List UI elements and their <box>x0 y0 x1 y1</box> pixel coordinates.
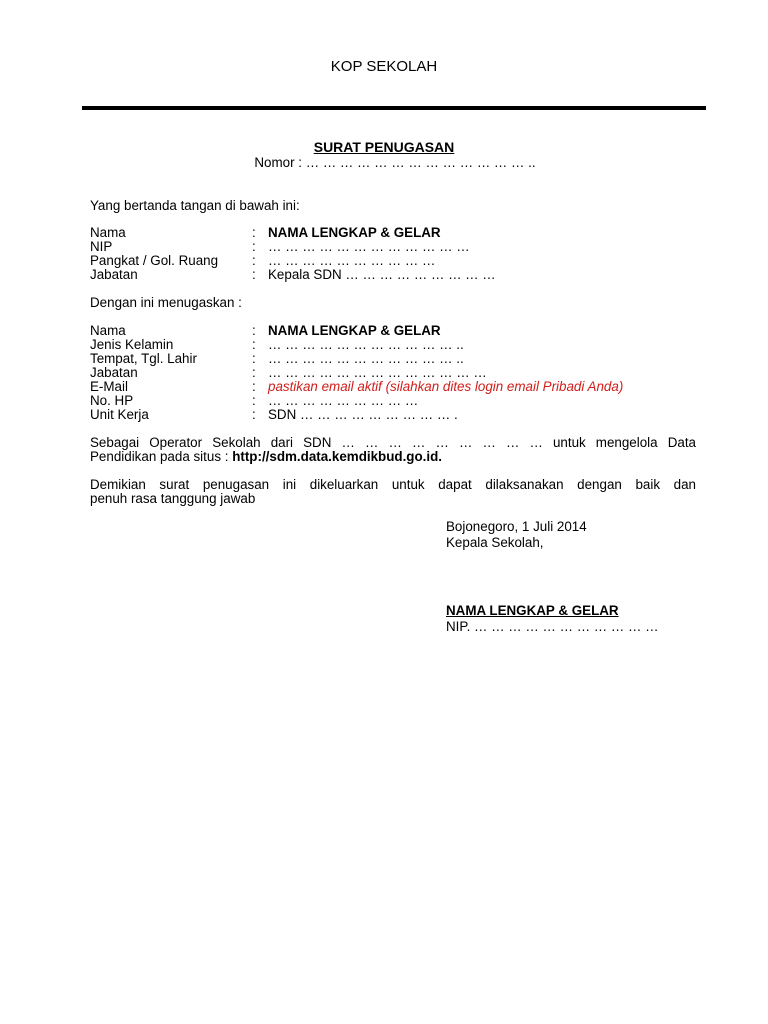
signer-row-name <box>90 226 710 240</box>
signer-row-position <box>90 268 710 282</box>
field-label: Tempat, Tgl. Lahir <box>90 351 197 366</box>
field-label: Pangkat / Gol. Ruang <box>90 253 219 268</box>
field-value: … … … … … … … … … … <box>268 253 436 268</box>
field-colon: : <box>252 379 256 394</box>
signature-name: NAMA LENGKAP & GELAR <box>446 603 619 618</box>
field-label: NIP <box>90 239 113 254</box>
field-colon: : <box>252 239 256 254</box>
field-value: NAMA LENGKAP & GELAR <box>268 225 441 240</box>
field-colon: : <box>252 407 256 422</box>
field-value: … … … … … … … … … <box>268 393 419 408</box>
document-title <box>0 140 768 154</box>
field-value-email-note: pastikan email aktif (silahkan dites login email Pribadi Anda) <box>268 379 624 394</box>
assignee-row-position <box>90 366 710 380</box>
field-colon: : <box>252 365 256 380</box>
signature-role: Kepala Sekolah, <box>446 535 544 550</box>
assign-intro-text: Dengan ini menugaskan : <box>90 295 242 310</box>
signer-row-nip <box>90 240 710 254</box>
operator-paragraph <box>90 436 696 464</box>
assignee-row-name <box>90 324 710 338</box>
field-colon: : <box>252 337 256 352</box>
field-colon: : <box>252 351 256 366</box>
letterhead-title: KOP SEKOLAH <box>330 58 438 75</box>
paragraph-line <box>90 450 696 464</box>
field-label: Unit Kerja <box>90 407 149 422</box>
field-label: Jabatan <box>90 267 138 282</box>
paragraph-line: Sebagai Operator Sekolah dari SDN … … … … … … … … … untuk mengelola Data <box>90 435 696 450</box>
signer-row-rank <box>90 254 710 268</box>
field-value: NAMA LENGKAP & GELAR <box>268 323 441 338</box>
field-label: Nama <box>90 225 126 240</box>
field-label: No. HP <box>90 393 134 408</box>
document-title-text: SURAT PENUGASAN <box>313 139 455 155</box>
assignee-row-email <box>90 380 710 394</box>
paragraph-line-prefix: Pendidikan pada situs : <box>90 449 229 464</box>
intro-text: Yang bertanda tangan di bawah ini: <box>90 198 300 213</box>
field-value: Kepala SDN … … … … … … … … … <box>268 267 496 282</box>
paragraph-line: penuh rasa tanggung jawab <box>90 491 256 506</box>
field-label: Jenis Kelamin <box>90 337 174 352</box>
closing-paragraph <box>90 478 696 506</box>
assignee-row-birth <box>90 352 710 366</box>
field-label: E-Mail <box>90 379 128 394</box>
field-value: … … … … … … … … … … … … <box>268 239 470 254</box>
letterhead-rule <box>82 106 706 110</box>
signature-nip: NIP. … … … … … … … … … … … <box>446 619 659 634</box>
field-label: Jabatan <box>90 365 138 380</box>
website-url: http://sdm.data.kemdikbud.go.id. <box>232 449 442 464</box>
field-colon: : <box>252 267 256 282</box>
field-value: SDN … … … … … … … … … . <box>268 407 458 422</box>
assignee-row-gender <box>90 338 710 352</box>
assignee-row-unit <box>90 408 710 422</box>
signature-place-date: Bojonegoro, 1 Juli 2014 <box>446 519 587 534</box>
paragraph-line: Demikian surat penugasan ini dikeluarkan untuk dapat dilaksanakan dengan baik dan <box>90 477 696 492</box>
field-value: … … … … … … … … … … … … … <box>268 365 487 380</box>
field-value: … … … … … … … … … … … .. <box>268 351 464 366</box>
field-colon: : <box>252 253 256 268</box>
assignee-row-phone <box>90 394 710 408</box>
field-label: Nama <box>90 323 126 338</box>
field-colon: : <box>252 225 256 240</box>
field-value: … … … … … … … … … … … .. <box>268 337 464 352</box>
field-colon: : <box>252 393 256 408</box>
field-colon: : <box>252 323 256 338</box>
document-number: Nomor : … … … … … … … … … … … … … .. <box>254 155 536 170</box>
